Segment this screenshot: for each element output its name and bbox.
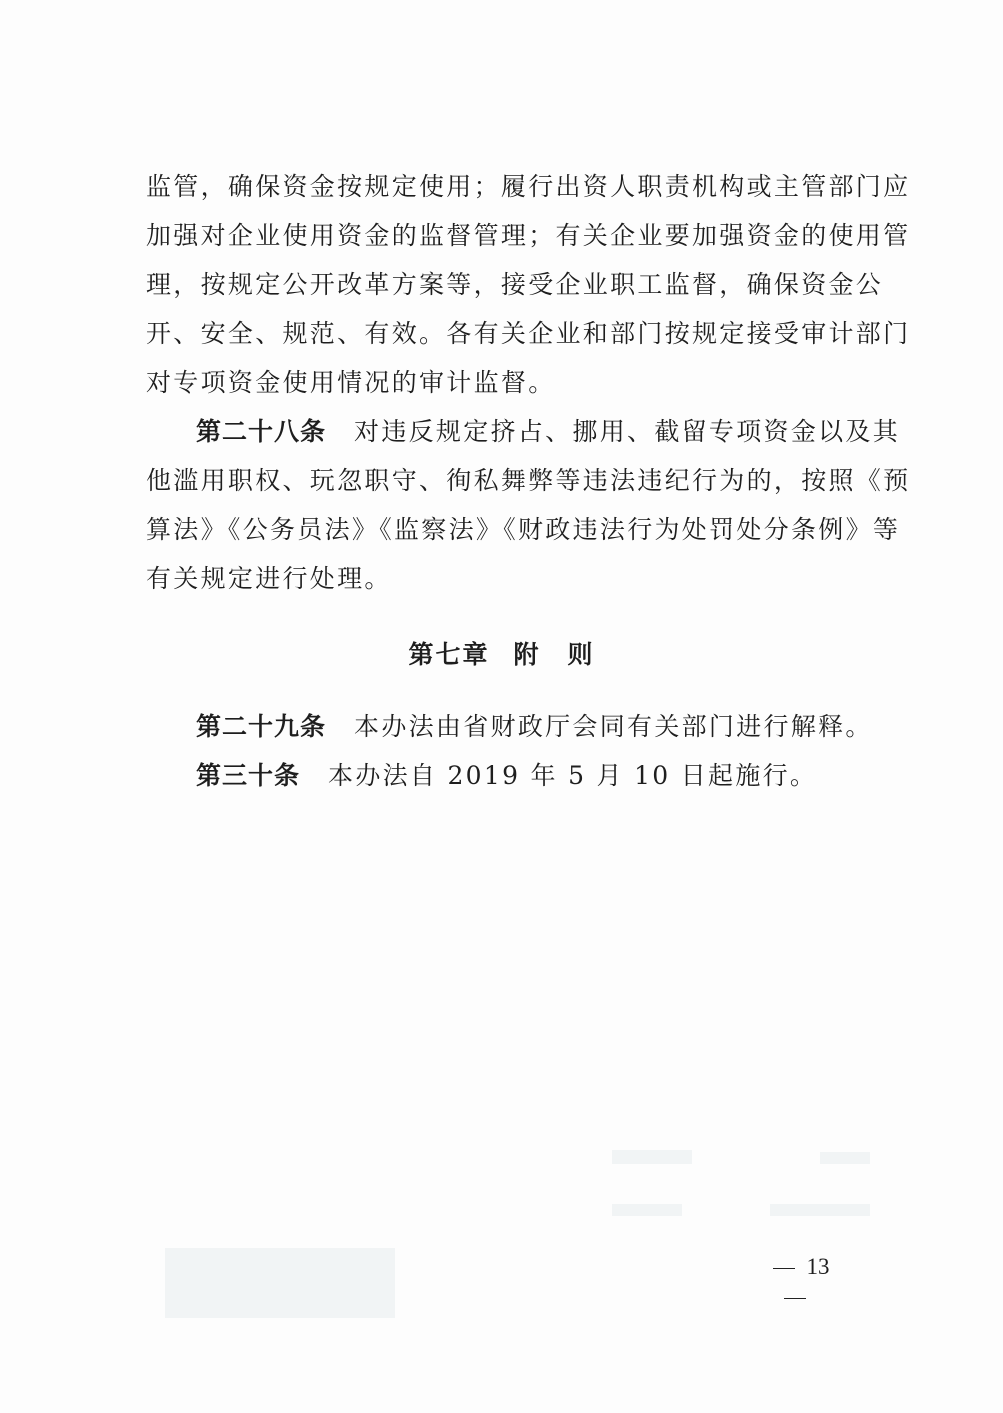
article-30-line xyxy=(196,751,868,800)
article-29 xyxy=(146,702,873,751)
paragraph-continuation xyxy=(146,162,911,407)
chapter-name: 附 则 xyxy=(513,640,595,669)
article-30-text: 本办法自 2019 年 5 月 10 日起施行。 xyxy=(328,761,818,790)
chapter-title xyxy=(0,630,1003,679)
text-line: 对专项资金使用情况的审计监督。 xyxy=(146,368,556,397)
scan-artifact xyxy=(612,1150,692,1164)
article-28-heading: 第二十八条 xyxy=(196,417,327,446)
article-28 xyxy=(146,407,911,603)
dash-left xyxy=(773,1268,795,1270)
text-line: 加强对企业使用资金的监督管理；有关企业要加强资金的使用管 xyxy=(146,221,911,250)
text-line: 理，按规定公开改革方案等，接受企业职工监督，确保资金公 xyxy=(146,270,884,299)
text-line: 有关规定进行处理。 xyxy=(146,564,392,593)
article-30 xyxy=(146,751,868,800)
scan-artifact xyxy=(770,1204,870,1216)
chapter-number: 第七章 xyxy=(408,640,490,669)
text-line: 开、安全、规范、有效。各有关企业和部门按规定接受审计部门 xyxy=(146,319,911,348)
text-line: 监管，确保资金按规定使用；履行出资人职责机构或主管部门应 xyxy=(146,172,911,201)
page-number-value: 13 xyxy=(806,1254,830,1279)
scan-artifact xyxy=(612,1204,682,1216)
text-line: 他滥用职权、玩忽职守、徇私舞弊等违法违纪行为的，按照《预 xyxy=(146,466,911,495)
scan-artifact xyxy=(165,1248,395,1318)
dash-right xyxy=(784,1298,806,1300)
page-number xyxy=(740,1252,850,1312)
scan-artifact xyxy=(820,1152,870,1164)
article-29-text: 本办法由省财政厅会同有关部门进行解释。 xyxy=(354,712,873,741)
text-line: 算法》《公务员法》《监察法》《财政违法行为处罚处分条例》等 xyxy=(146,515,901,544)
article-30-heading: 第三十条 xyxy=(196,761,301,790)
article-29-line xyxy=(196,702,873,751)
article-28-first-line xyxy=(146,407,901,456)
text-line: 对违反规定挤占、挪用、截留专项资金以及其 xyxy=(354,417,901,446)
article-29-heading: 第二十九条 xyxy=(196,712,327,741)
